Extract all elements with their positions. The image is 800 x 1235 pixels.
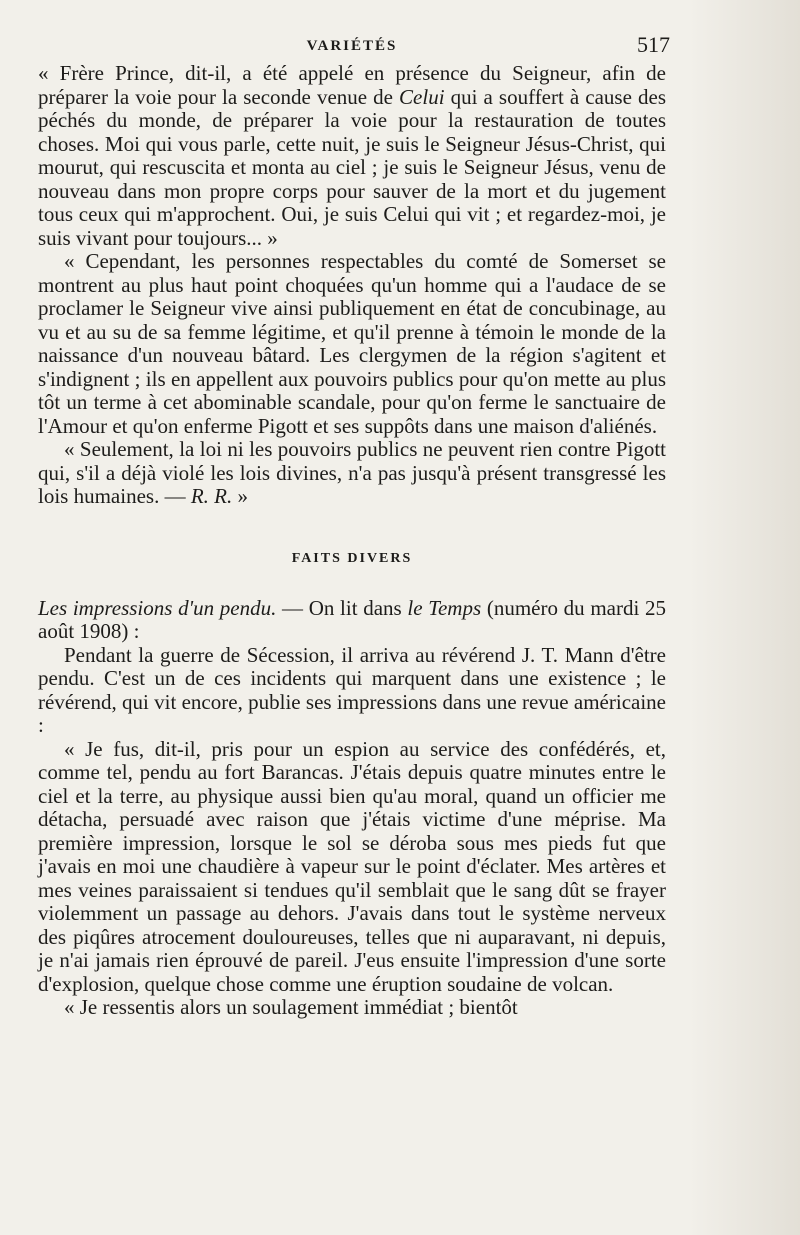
page-number: 517 [637,32,670,57]
paragraph-pigott [38,438,666,509]
page-header [38,28,670,62]
paragraph-lead [38,597,666,644]
section-heading: FAITS DIVERS [291,550,413,566]
paragraph-text: « Frère Prince, dit-il, a été appelé en présence du Seigneur, afin de préparer la voie pour la seconde venue de [38,61,666,109]
paragraph-testimony: « Je fus, dit-il, pris pour un espion au service des confédérés, et, comme tel, pendu au fort Barancas. J'étais depuis quatre minutes entre le ciel et la terre, au physique aussi bien qu'au moral, quand un officier me détacha, persuadé avec raison que j'étais victime d'une méprise. Ma première impression, lorsque le sol se déroba sous mes pieds fut que j'avais en moi une chaudière à vapeur sur le point d'éclater. Mes artères et mes veines paraissaient si tendues qu'il semblait que le sang dût se frayer violemment un passage au dehors. J'avais dans tout le système nerveux des piqûres atrocement douloureuses, telles que ni auparavant, ni depuis, je n'ai jamais rien éprouvé de pareil. J'eus ensuite l'impression d'une sorte d'explosion, quelque chose comme une éruption soudaine de volcan. [38,736,666,996]
paragraph-somerset: « Cependant, les personnes respectables du comté de Somerset se montrent au plus haut point choquées qu'un homme qui a l'audace de se proclamer le Seigneur vive ainsi publiquement en état de concubinage, au vu et au su de sa femme légitime, et qu'il prenne à témoin le monde de la naissance d'un nouveau bâtard. Les clergymen de la région s'agitent et s'indignent ; ils en appellent aux pouvoirs publics pour qu'on mette au plus tôt un terme à cet abominable scandale, pour qu'on ferme le sanctuaire de l'Amour et qu'on enferme Pigott et ses suppôts dans une maison d'aliénés. [38,249,666,438]
running-title: VARIÉTÉS [306,38,398,54]
paragraph-text: » [232,484,248,508]
source-name: le Temps [407,595,482,620]
paragraph-text: — On lit dans [276,595,408,620]
book-page [38,28,670,1020]
paragraph-relief: « Je ressentis alors un soulagement immédiat ; bientôt [64,995,518,1019]
paragraph-text: (numéro du mardi 25 août 1908) : [38,595,666,643]
emphasis-celui: Celui [399,84,445,109]
paragraph-text: qui a souffert à cause des péchés du monde, de préparer la voie pour la restauration de toutes choses. Moi qui vous parle, cette nuit, je suis le Seigneur Jésus-Christ, qui mourut, qui rescuscita et monta au ciel ; je suis le Seigneur Jésus, venu de nouveau dans mon propre corps pour sauver de la mort et du jugement tous ceux qui m'approchent. Oui, je suis Celui qui vit ; et regardez-moi, je suis vivant pour toujours... » [38,84,666,250]
author-initials: R. R. [190,484,233,508]
article-title: Les impressions d'un pendu. [38,595,277,620]
paragraph-mann: Pendant la guerre de Sécession, il arriva au révérend J. T. Mann d'être pendu. C'est un de ces incidents qui marquent dans une existence ; le révérend, qui vit encore, publie ses impressions dans une revue américaine : [38,642,666,737]
paragraph-prince-speech [38,62,666,250]
page-edge-shadow [688,0,800,1235]
paragraph-text: « Seulement, la loi ni les pouvoirs publics ne peuvent rien contre Pigott qui, s'il a déjà violé les lois divines, n'a pas jusqu'à présent transgressé les lois humaines. — [38,437,666,508]
